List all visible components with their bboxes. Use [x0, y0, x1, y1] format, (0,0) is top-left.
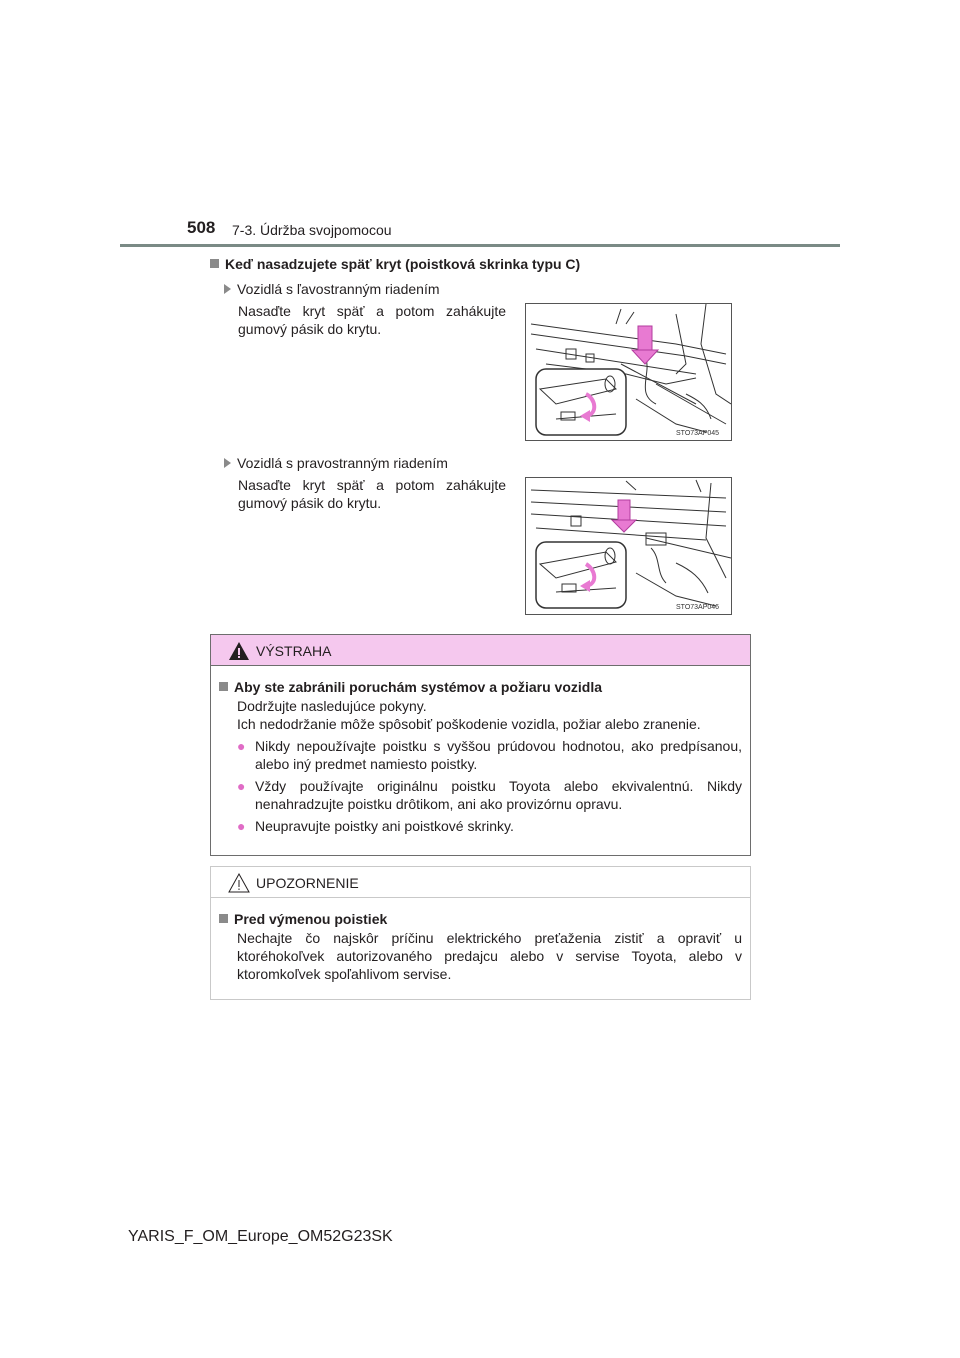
warning-title: VÝSTRAHA [256, 643, 332, 659]
triangle-bullet-icon [224, 458, 231, 468]
main-heading [210, 256, 580, 272]
rhd-figure [525, 477, 732, 615]
bullet-dot-icon: ● [237, 738, 246, 754]
square-bullet-icon [219, 682, 228, 691]
warning-body [211, 666, 750, 845]
page-number: 508 [187, 218, 216, 237]
rhd-label-text: Vozidlá s pravostranným riadením [237, 455, 448, 471]
warning-bullet-text: Nikdy nepoužívajte poistku s vyššou prúdovou hodnotou, ako predpísanou, alebo iný predmet namiesto poistky. [255, 738, 742, 772]
warning-triangle-icon [228, 641, 250, 661]
warning-box [210, 634, 751, 856]
rhd-instruction: Nasaďte kryt späť a potom zahákujte gumový pásik do krytu. [238, 477, 506, 511]
notice-text: Nechajte čo najskôr príčinu elektrického preťaženia zistiť a opraviť u ktoréhokoľvek autorizovaného predajcu alebo v servise Toyota, alebo v ktoromkoľvek spoľahlivom servise. [237, 930, 742, 982]
notice-title: UPOZORNENIE [256, 875, 359, 891]
list-item [237, 737, 742, 773]
main-heading-text: Keď nasadzujete späť kryt (poistková skrinka typu C) [225, 256, 581, 272]
lhd-figure [525, 303, 732, 441]
rhd-label [224, 455, 448, 471]
warning-heading-text: Aby ste zabránili poruchám systémov a požiaru vozidla [234, 679, 602, 695]
caution-triangle-icon [228, 873, 250, 893]
warning-intro-2: Ich nedodržanie môže spôsobiť poškodenie vozidla, požiar alebo zranenie. [237, 716, 701, 732]
footer-doc-code: YARIS_F_OM_Europe_OM52G23SK [128, 1228, 393, 1245]
lhd-label-text: Vozidlá s ľavostranným riadením [237, 281, 440, 297]
notice-body [211, 898, 750, 993]
bullet-dot-icon: ● [237, 778, 246, 794]
rhd-figure-code: STO73AP046 [676, 604, 720, 611]
header-rule [120, 244, 840, 247]
warning-intro-1: Dodržujte nasledujúce pokyny. [237, 698, 427, 714]
warning-header [211, 635, 750, 666]
notice-header [211, 867, 750, 898]
list-item [237, 817, 742, 835]
notice-heading [219, 910, 742, 928]
notice-box [210, 866, 751, 1000]
triangle-bullet-icon [224, 284, 231, 294]
warning-heading [219, 678, 742, 696]
square-bullet-icon [210, 259, 219, 268]
warning-bullet-text: Neupravujte poistky ani poistkové skrinky. [255, 818, 514, 834]
square-bullet-icon [219, 914, 228, 923]
lhd-figure-code: STO73AP045 [676, 430, 720, 437]
lhd-instruction: Nasaďte kryt späť a potom zahákujte gumový pásik do krytu. [238, 303, 506, 337]
notice-heading-text: Pred výmenou poistiek [234, 911, 388, 927]
fuse-box-cover-illustration [526, 304, 731, 440]
section-title: 7-3. Údržba svojpomocou [232, 222, 392, 238]
warning-bullet-text: Vždy používajte originálnu poistku Toyota alebo ekvivalentnú. Nikdy nenahradzujte poistku drôtikom, ani ako provizórnu opravu. [255, 778, 742, 812]
bullet-dot-icon: ● [237, 818, 246, 834]
lhd-label [224, 281, 440, 297]
fuse-box-cover-illustration [526, 478, 731, 614]
list-item [237, 777, 742, 813]
